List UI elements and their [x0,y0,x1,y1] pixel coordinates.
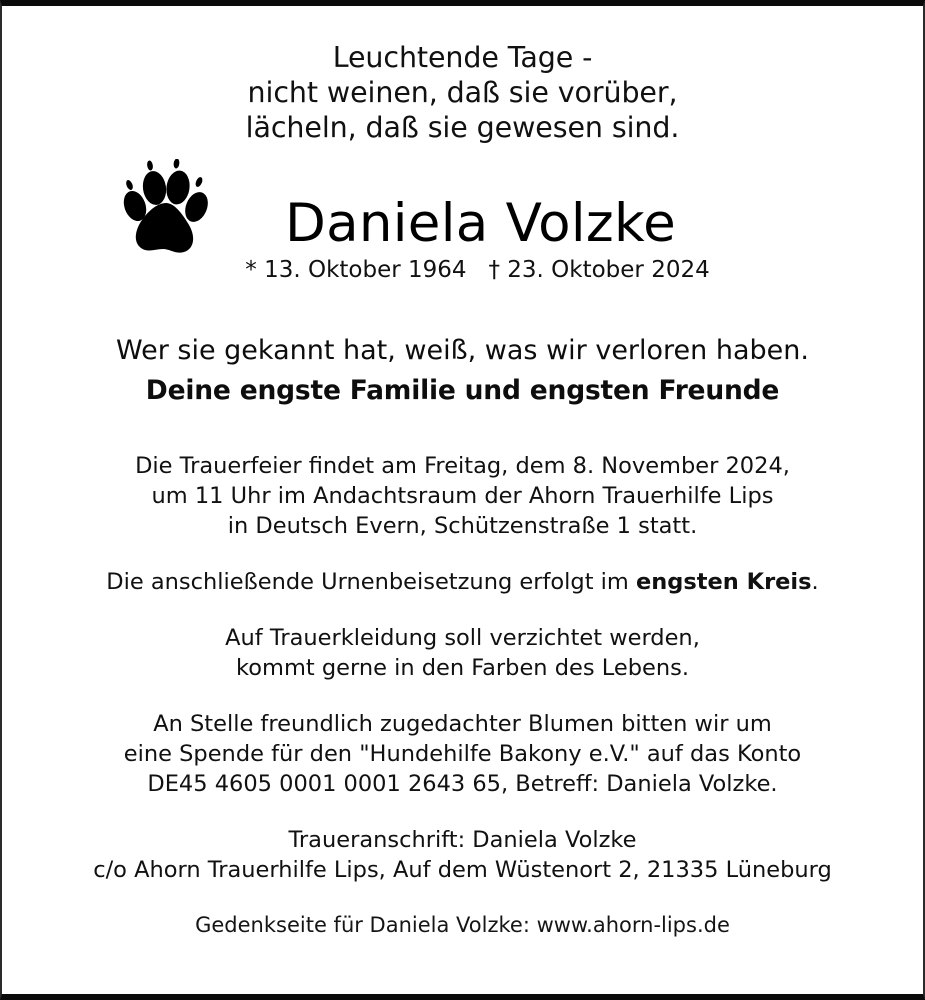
mourning-address-line-2: c/o Ahorn Trauerhilfe Lips, Auf dem Wüstenort 2, 21335 Lüneburg [93,857,832,883]
burial-text-after: . [811,569,819,595]
body-block [42,451,883,939]
mourning-address-line-1: Traueranschrift: Daniela Volzke [288,827,637,853]
tribute-block [42,331,883,411]
dress-code-line-1: Auf Trauerkleidung soll verzichtet werden, [225,625,700,651]
donation-line-1: An Stelle freundlich zugedachter Blumen bitten wir um [153,711,772,737]
tribute-signature: Deine engste Familie und engsten Freunde [145,375,780,406]
mourning-address [42,825,883,885]
service-details [42,451,883,541]
page-title: Daniela Volzke [285,193,676,254]
dress-code-note [42,623,883,683]
burial-emphasis: engsten Kreis [636,569,812,595]
paw-print-icon [120,159,216,259]
donation-iban-line: DE45 4605 0001 0001 2643 65, Betreff: Daniela Volzke. [147,771,778,797]
memorial-page-link[interactable]: Gedenkseite für Daniela Volzke: www.ahorn-lips.de [195,913,730,937]
memorial-verse [42,40,883,145]
life-dates: * 13. Oktober 1964 † 23. Oktober 2024 [245,257,710,283]
dress-code-line-2: kommt gerne in den Farben des Lebens. [236,655,689,681]
verse-line-2: nicht weinen, daß sie vorüber, [247,76,678,109]
burial-note [42,567,883,597]
donation-note [42,709,883,799]
tribute-line: Wer sie gekannt hat, weiß, was wir verloren haben. [116,335,809,366]
service-line-3: in Deutsch Evern, Schützenstraße 1 statt. [227,513,698,539]
verse-line-1: Leuchtende Tage - [332,41,593,74]
notice-content [2,6,923,994]
service-line-1: Die Trauerfeier findet am Freitag, dem 8. November 2024, [135,453,790,479]
verse-line-3: lächeln, daß sie gewesen sind. [245,111,680,144]
name-block [42,157,883,297]
service-line-2: um 11 Uhr im Andachtsraum der Ahorn Trauerhilfe Lips [151,483,774,509]
donation-line-2: eine Spende für den "Hundehilfe Bakony e.V." auf das Konto [123,741,802,767]
burial-text-before: Die anschließende Urnenbeisetzung erfolgt im [106,569,636,595]
